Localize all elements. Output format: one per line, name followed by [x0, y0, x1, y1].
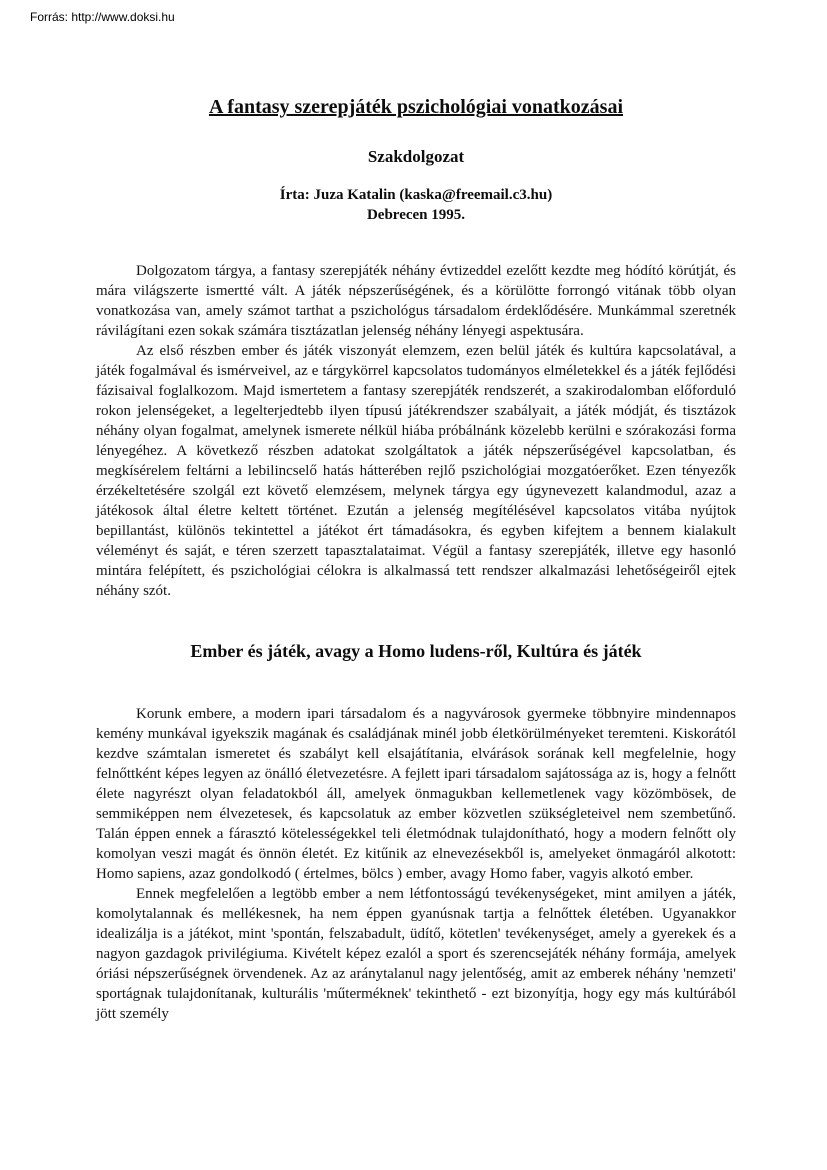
section-heading: Ember és játék, avagy a Homo ludens-ről, Kultúra és játék [190, 641, 642, 661]
author-block [96, 185, 736, 225]
document-subtitle: Szakdolgozat [367, 147, 465, 166]
section-body [96, 704, 736, 1024]
paragraph: Korunk embere, a modern ipari társadalom és a nagyvárosok gyermeke többnyire mindennapos kemény munkával igyekszik magának és családjának minél jobb életkörülményeket teremteni. Kiskorától kezdve számtalan ismeretet és szabályt kell elsajátítania, elvárások sorának kell megfelelnie, hogy felnőttként képes legyen az önálló életvezetésre. A fejlett ipari társadalom sajátossága az is, hogy a felnőtt élete nagyrészt olyan feladatokból áll, amelyek önmagukban kellemetlenek vagy közömbösek, de semmiképpen nem élvezetesek, és kapcsolatuk az ember közvetlen szükségleteivel nem szembetűnő. Talán éppen ennek a fárasztó kötelességekkel teli életmódnak tulajdonítható, hogy a modern felnőtt oly komolyan veszi magát és önnön életét. Ez kitűnik az elnevezésekből is, amelyeket önmagáról alkotott: Homo sapiens, azaz gondolkodó ( értelmes, bölcs ) ember, avagy Homo faber, vagyis alkotó ember. [96, 706, 736, 882]
source-url-label: Forrás: http://www.doksi.hu [30, 10, 175, 24]
intro-section [96, 261, 736, 601]
paragraph: Dolgozatom tárgya, a fantasy szerepjáték néhány évtizeddel ezelőtt kezdte meg hódító körútját, és mára világszerte ismertté vált. A játék népszerűségének, és a körülötte forrongó vitának több olyan vonatkozása van, amely számot tarthat a pszichológus társadalom érdeklődésére. Munkámmal szeretnék rávilágítani ezen sokak számára tisztázatlan jelenség néhány lényegi aspektusára. [96, 263, 736, 339]
paragraph: Az első részben ember és játék viszonyát elemzem, ezen belül játék és kultúra kapcsolatával, a játék fogalmával és ismérveivel, az e tárgykörrel kapcsolatos tudományos elméletekkel és a játék fejlődési fázisaival foglalkozom. Majd ismertetem a fantasy szerepjáték rendszerét, a szakirodalomban előforduló rokon jelenségeket, a legelterjedtebb ilyen típusú játékrendszer szabályait, a játék módját, és tisztázok néhány olyan fogalmat, amelynek ismerete nélkül hiába próbálnánk közelebb kerülni e szórakozási forma lényegéhez. A következő részben adatokat szolgáltatok a játék népszerűségével kapcsolatban, és megkísérelem feltárni a lebilincselő hatás hátterében rejlő pszichológiai mozgatóerőket. Ezen tényezők érzékeltetésére szolgál ezt követő elemzésem, melynek tárgya egy úgynevezett kalandmodul, azaz a játékosok által életre keltett történet. Ezután a jelenség megítélésével kapcsolatos vitába nyújtok bepillantást, különös tekintettel a játékot ért támadásokra, és egyben kifejtem a bennem kialakult véleményt és saját, e téren szerzett tapasztalataimat. Végül a fantasy szerepjáték, illetve egy hasonló mintára felépített, és pszichológiai célokra is alkalmassá tett rendszer alkalmazási lehetőségeiről ejtek néhány szót. [96, 343, 736, 599]
date-line: Debrecen 1995. [366, 207, 466, 223]
document-content [96, 0, 736, 1024]
author-line: Írta: Juza Katalin (kaska@freemail.c3.hu) [279, 187, 553, 203]
paragraph: Ennek megfelelően a legtöbb ember a nem létfontosságú tevékenységeket, mint amilyen a játék, komolytalannak és mellékesnek, ha nem éppen gyanúsnak tartja a felnőttek életében. Ugyanakkor idealizálja is a játékot, mint 'spontán, felszabadult, üdítő, kötetlen' tevékenységet, amely a gyerekek és a nagyon gazdagok privilégiuma. Kivételt képez ezalól a sport és szerencsejáték néhány formája, amelyek óriási népszerűségnek örvendenek. Az az aránytalanul nagy jelentőség, amit az emberek néhány 'nemzeti' sportágnak tulajdonítanak, kulturális 'műterméknek' tekinthető - ezt bizonyítja, hogy egy más kultúrából jött személy [96, 886, 736, 1022]
document-title: A fantasy szerepjáték pszichológiai vonatkozásai [208, 96, 624, 118]
